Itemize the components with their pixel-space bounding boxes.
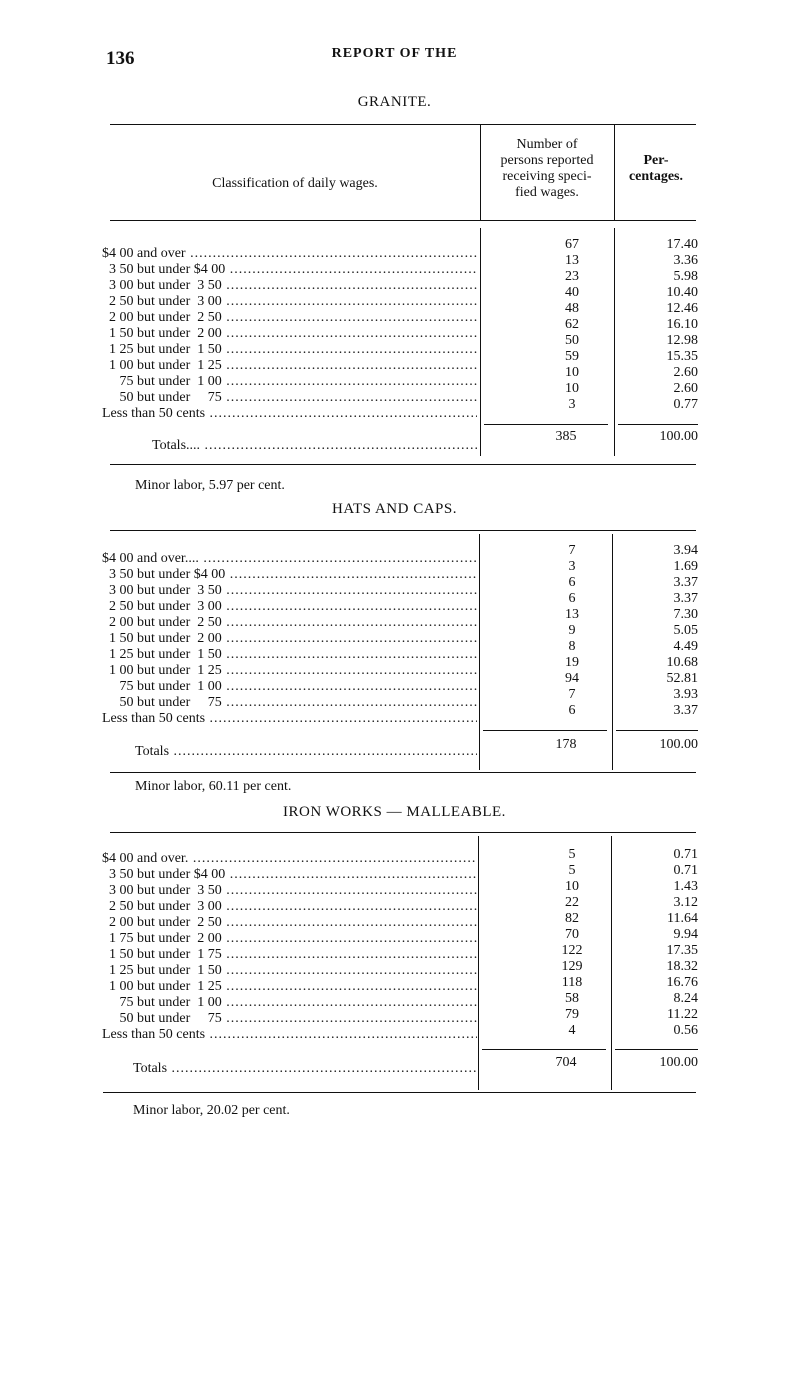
- percentage-value: 12.98: [666, 333, 698, 348]
- wage-class-label: 3 50 but under $4 00: [102, 867, 226, 882]
- running-title: REPORT OF THE: [331, 46, 458, 61]
- wage-class-label: 1 25 but under 1 50: [102, 647, 222, 662]
- wage-class-label: 1 00 but under 1 25: [102, 358, 222, 373]
- column-header-percent-line: Per-: [643, 153, 669, 168]
- persons-count: 4: [568, 1023, 576, 1038]
- column-header-number-line: receiving speci-: [502, 169, 592, 184]
- column-header-number: [480, 137, 614, 201]
- percentage-value: 18.32: [666, 959, 698, 974]
- persons-count: 10: [565, 365, 579, 380]
- totals-count: 385: [555, 429, 577, 444]
- percentage-value: 3.36: [673, 253, 698, 268]
- wage-class-label: 50 but under 75: [102, 695, 222, 710]
- wage-class-label: $4 00 and over....: [102, 551, 199, 566]
- wage-class-label: 2 00 but under 2 50: [102, 615, 222, 630]
- percentage-value: 0.56: [673, 1023, 698, 1038]
- minor-labor-note: Minor labor, 20.02 per cent.: [133, 1103, 290, 1118]
- percentage-value: 15.35: [666, 349, 698, 364]
- table-bottom-rule: [110, 772, 696, 773]
- persons-count: 50: [565, 333, 579, 348]
- wage-class-label: 3 50 but under $4 00: [102, 262, 226, 277]
- totals-percentage: 100.00: [659, 429, 698, 444]
- percentage-value: 3.94: [673, 543, 698, 558]
- wage-class-label: 1 25 but under 1 50: [102, 342, 222, 357]
- column-header-number-line: fied wages.: [515, 185, 579, 200]
- table-top-rule: [110, 124, 696, 125]
- totals-rule: [484, 424, 608, 425]
- percentage-value: 10.40: [666, 285, 698, 300]
- persons-count: 122: [561, 943, 583, 958]
- column-header-number-line: persons reported: [500, 153, 594, 168]
- column-divider: [612, 534, 613, 770]
- header-bottom-rule: [110, 220, 696, 221]
- percentage-value: 5.05: [673, 623, 698, 638]
- persons-count: 62: [565, 317, 579, 332]
- percentage-value: 16.10: [666, 317, 698, 332]
- persons-count: 10: [565, 879, 579, 894]
- minor-labor-note: Minor labor, 5.97 per cent.: [135, 478, 285, 493]
- persons-count: 6: [568, 703, 576, 718]
- wage-class-label: 1 50 but under 2 00: [102, 631, 222, 646]
- table-top-rule: [110, 530, 696, 531]
- percentage-value: 16.76: [666, 975, 698, 990]
- percentage-value: 9.94: [673, 927, 698, 942]
- totals-count: 178: [555, 737, 577, 752]
- persons-count: 13: [565, 253, 579, 268]
- page-number: 136: [106, 48, 135, 69]
- wage-class-label: 2 00 but under 2 50: [102, 915, 222, 930]
- totals-rule: [483, 730, 607, 731]
- persons-count: 82: [565, 911, 579, 926]
- table-bottom-rule: [103, 1092, 696, 1093]
- persons-count: 23: [565, 269, 579, 284]
- wage-class-label: 2 50 but under 3 00: [102, 899, 222, 914]
- wage-class-label: 50 but under 75: [102, 390, 222, 405]
- persons-count: 59: [565, 349, 579, 364]
- percentage-value: 3.93: [673, 687, 698, 702]
- wage-class-label: 3 00 but under 3 50: [102, 278, 222, 293]
- totals-rule: [616, 730, 698, 731]
- table-bottom-rule: [110, 464, 696, 465]
- persons-count: 5: [568, 847, 576, 862]
- section-title-hats-and-caps: HATS AND CAPS.: [332, 501, 457, 517]
- column-header-percent-line: centages.: [628, 169, 684, 184]
- percentage-value: 2.60: [673, 365, 698, 380]
- persons-count: 13: [565, 607, 579, 622]
- wage-class-label: 1 75 but under 2 00: [102, 931, 222, 946]
- persons-count: 7: [568, 687, 576, 702]
- percentage-value: 3.37: [673, 575, 698, 590]
- percentage-value: 10.68: [666, 655, 698, 670]
- persons-count: 5: [568, 863, 576, 878]
- totals-percentage: 100.00: [659, 737, 698, 752]
- wage-class-label: Less than 50 cents: [102, 711, 206, 726]
- wage-class-label: 3 00 but under 3 50: [102, 583, 222, 598]
- wage-class-label: 75 but under 1 00: [102, 679, 222, 694]
- totals-label: Totals: [135, 744, 170, 759]
- wage-class-label: 1 25 but under 1 50: [102, 963, 222, 978]
- column-header-percent: [614, 153, 698, 185]
- persons-count: 67: [565, 237, 579, 252]
- wage-class-label: 1 00 but under 1 25: [102, 663, 222, 678]
- column-divider: [480, 228, 481, 456]
- column-divider: [479, 534, 480, 770]
- wage-class-label: 75 but under 1 00: [102, 995, 222, 1010]
- section-title-iron-works-malleable: IRON WORKS — MALLEABLE.: [283, 804, 506, 820]
- totals-rule: [482, 1049, 606, 1050]
- section-title-granite: GRANITE.: [357, 94, 432, 110]
- persons-count: 6: [568, 591, 576, 606]
- column-divider: [478, 836, 479, 1090]
- persons-count: 7: [568, 543, 576, 558]
- percentage-value: 7.30: [673, 607, 698, 622]
- persons-count: 94: [565, 671, 579, 686]
- persons-count: 40: [565, 285, 579, 300]
- percentage-value: 17.35: [666, 943, 698, 958]
- wage-class-label: 1 00 but under 1 25: [102, 979, 222, 994]
- totals-label: Totals....: [152, 438, 201, 453]
- persons-count: 3: [568, 397, 576, 412]
- percentage-value: 4.49: [673, 639, 698, 654]
- percentage-value: 3.12: [673, 895, 698, 910]
- wage-class-label: 1 50 but under 2 00: [102, 326, 222, 341]
- wage-class-label: 3 50 but under $4 00: [102, 567, 226, 582]
- persons-count: 3: [568, 559, 576, 574]
- wage-class-label: 2 50 but under 3 00: [102, 294, 222, 309]
- persons-count: 6: [568, 575, 576, 590]
- percentage-value: 0.71: [673, 863, 698, 878]
- totals-count: 704: [555, 1055, 577, 1070]
- persons-count: 19: [565, 655, 579, 670]
- percentage-value: 3.37: [673, 591, 698, 606]
- percentage-value: 2.60: [673, 381, 698, 396]
- percentage-value: 3.37: [673, 703, 698, 718]
- totals-rule: [615, 1049, 698, 1050]
- persons-count: 118: [561, 975, 583, 990]
- persons-count: 129: [561, 959, 583, 974]
- wage-class-label: 75 but under 1 00: [102, 374, 222, 389]
- wage-class-label: 2 00 but under 2 50: [102, 310, 222, 325]
- percentage-value: 1.69: [673, 559, 698, 574]
- minor-labor-note: Minor labor, 60.11 per cent.: [135, 779, 292, 794]
- column-header-classification: Classification of daily wages.: [212, 176, 378, 191]
- percentage-value: 52.81: [666, 671, 698, 686]
- persons-count: 58: [565, 991, 579, 1006]
- wage-class-label: Less than 50 cents: [102, 1027, 206, 1042]
- persons-count: 79: [565, 1007, 579, 1022]
- percentage-value: 12.46: [666, 301, 698, 316]
- wage-class-label: $4 00 and over.: [102, 851, 189, 866]
- wage-class-label: 3 00 but under 3 50: [102, 883, 222, 898]
- wage-class-label: 50 but under 75: [102, 1011, 222, 1026]
- percentage-value: 11.22: [667, 1007, 698, 1022]
- percentage-value: 8.24: [673, 991, 698, 1006]
- persons-count: 9: [568, 623, 576, 638]
- persons-count: 22: [565, 895, 579, 910]
- percentage-value: 5.98: [673, 269, 698, 284]
- percentage-value: 11.64: [667, 911, 698, 926]
- wage-class-label: $4 00 and over: [102, 246, 186, 261]
- column-divider: [614, 228, 615, 456]
- percentage-value: 1.43: [673, 879, 698, 894]
- persons-count: 10: [565, 381, 579, 396]
- percentage-value: 0.71: [673, 847, 698, 862]
- percentage-value: 0.77: [673, 397, 698, 412]
- wage-class-label: 1 50 but under 1 75: [102, 947, 222, 962]
- column-header-number-line: Number of: [516, 137, 578, 152]
- persons-count: 48: [565, 301, 579, 316]
- totals-label: Totals: [133, 1061, 168, 1076]
- percentage-value: 17.40: [666, 237, 698, 252]
- totals-rule: [618, 424, 698, 425]
- wage-class-label: Less than 50 cents: [102, 406, 206, 421]
- wage-class-label: 2 50 but under 3 00: [102, 599, 222, 614]
- persons-count: 8: [568, 639, 576, 654]
- totals-percentage: 100.00: [659, 1055, 698, 1070]
- column-divider: [611, 836, 612, 1090]
- table-top-rule: [110, 832, 696, 833]
- persons-count: 70: [565, 927, 579, 942]
